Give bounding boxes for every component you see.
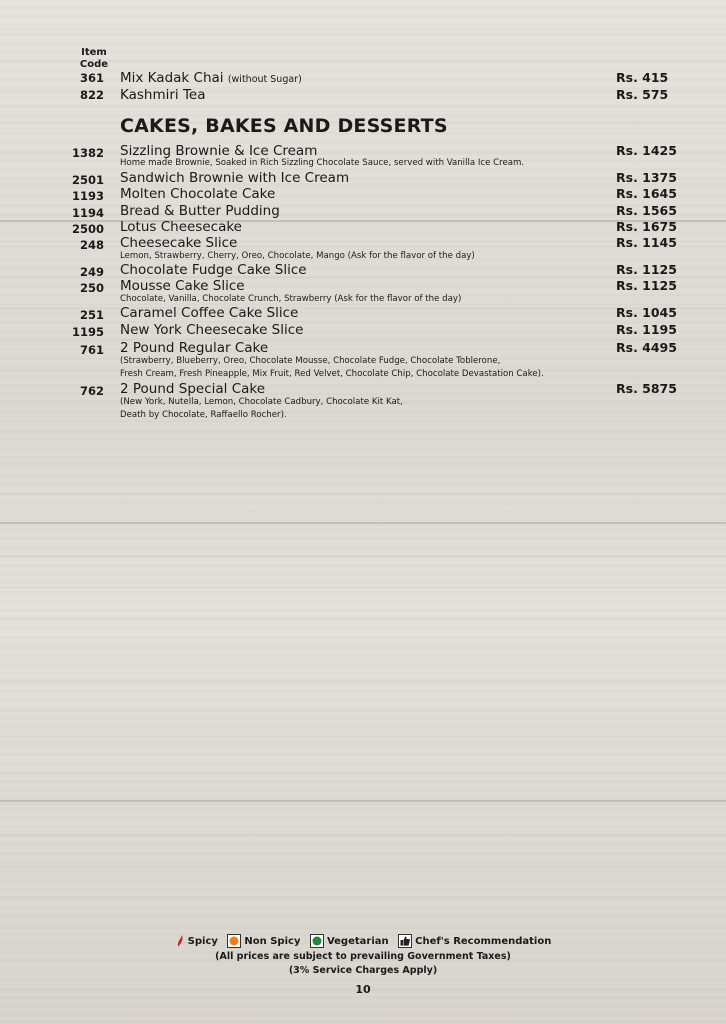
non-spicy-icon	[227, 934, 241, 948]
item-name: Kashmiri Tea	[120, 87, 206, 103]
item-description: (Strawberry, Blueberry, Oreo, Chocolate Mousse, Chocolate Fudge, Chocolate Toblerone,	[120, 356, 501, 366]
item-code: 761	[79, 343, 104, 357]
item-description: Chocolate, Vanilla, Chocolate Crunch, Strawberry (Ask for the flavor of the day)	[120, 294, 462, 304]
item-name: 2 Pound Regular Cake	[120, 340, 269, 356]
item-code: 249	[79, 265, 104, 279]
item-code: 1382	[71, 146, 104, 160]
item-price: Rs. 1375	[616, 170, 677, 185]
chili-icon	[175, 934, 185, 948]
item-name	[120, 70, 302, 86]
item-price: Rs. 415	[616, 70, 669, 85]
item-price: Rs. 1425	[616, 143, 677, 158]
item-code: 822	[79, 88, 104, 102]
legend-non-spicy	[227, 934, 300, 948]
item-code: 2501	[71, 173, 104, 187]
item-price: Rs. 1565	[616, 203, 677, 218]
plank-seam	[0, 522, 726, 524]
vegetarian-icon	[310, 934, 324, 948]
item-price: Rs. 1645	[616, 186, 677, 201]
item-code: 251	[79, 308, 104, 322]
section-title: CAKES, BAKES AND DESSERTS	[120, 115, 448, 137]
legend-chef-label: Chef's Recommendation	[415, 935, 552, 947]
item-name: Caramel Coffee Cake Slice	[120, 305, 299, 321]
legend	[0, 934, 726, 951]
legend-spicy	[175, 934, 218, 948]
item-description: Fresh Cream, Fresh Pineapple, Mix Fruit, Red Velvet, Chocolate Chip, Chocolate Devastation Cake).	[120, 369, 544, 379]
item-description: (New York, Nutella, Lemon, Chocolate Cadbury, Chocolate Kit Kat,	[120, 397, 403, 407]
item-name: Sizzling Brownie & Ice Cream	[120, 143, 318, 159]
item-name: Cheesecake Slice	[120, 235, 238, 251]
page-number: 10	[355, 983, 371, 996]
item-code: 250	[79, 281, 104, 295]
item-code: 1195	[71, 325, 104, 339]
item-name: Molten Chocolate Cake	[120, 186, 276, 202]
item-name: Sandwich Brownie with Ice Cream	[120, 170, 350, 186]
legend-non-spicy-label: Non Spicy	[244, 935, 301, 947]
item-description: Death by Chocolate, Raffaello Rocher).	[120, 410, 287, 420]
item-name: Lotus Cheesecake	[120, 219, 242, 235]
item-code: 1194	[71, 206, 104, 220]
item-price: Rs. 575	[616, 87, 669, 102]
item-name: 2 Pound Special Cake	[120, 381, 266, 397]
item-name: Bread & Butter Pudding	[120, 203, 280, 219]
item-price: Rs. 1125	[616, 262, 677, 277]
item-price: Rs. 4495	[616, 340, 677, 355]
item-code-header: Item Code	[79, 47, 109, 70]
item-price: Rs. 1125	[616, 278, 677, 293]
legend-vegetarian-label: Vegetarian	[326, 935, 389, 947]
item-code: 1193	[71, 189, 104, 203]
legend-vegetarian	[310, 934, 389, 948]
item-price: Rs. 1045	[616, 305, 677, 320]
item-description: Lemon, Strawberry, Cherry, Oreo, Chocolate, Mango (Ask for the flavor of the day)	[120, 251, 475, 261]
service-charge-note: (3% Service Charges Apply)	[288, 965, 438, 976]
item-name-text: Mix Kadak Chai	[120, 70, 224, 86]
item-description: Home made Brownie, Soaked in Rich Sizzling Chocolate Sauce, served with Vanilla Ice Cream.	[120, 158, 525, 168]
thumbs-up-icon	[398, 934, 412, 948]
tax-note: (All prices are subject to prevailing Government Taxes)	[215, 951, 511, 962]
item-note: (without Sugar)	[227, 74, 302, 85]
legend-chef	[398, 934, 551, 948]
plank-seam	[0, 800, 726, 802]
item-name: New York Cheesecake Slice	[120, 322, 304, 338]
item-name: Chocolate Fudge Cake Slice	[120, 262, 307, 278]
item-price: Rs. 1145	[616, 235, 677, 250]
item-code: 2500	[71, 222, 104, 236]
item-code: 248	[79, 238, 104, 252]
legend-spicy-label: Spicy	[187, 935, 218, 947]
item-price: Rs. 5875	[616, 381, 677, 396]
item-name: Mousse Cake Slice	[120, 278, 245, 294]
item-code: 361	[79, 71, 104, 85]
item-price: Rs. 1675	[616, 219, 677, 234]
item-code: 762	[79, 384, 104, 398]
item-price: Rs. 1195	[616, 322, 677, 337]
